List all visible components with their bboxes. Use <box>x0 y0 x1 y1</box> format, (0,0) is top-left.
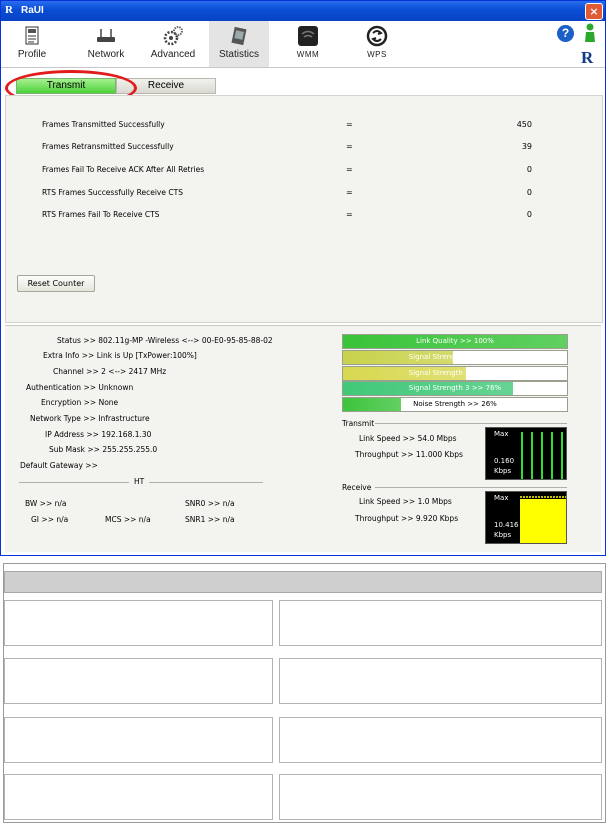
toolbar-network-button[interactable] <box>79 21 133 67</box>
toolbar-advanced-label: Advanced <box>150 49 196 60</box>
receive-throughput-graph <box>485 491 567 544</box>
divider <box>19 482 129 483</box>
transmit-throughput-graph <box>485 427 567 480</box>
table-cell <box>4 658 273 704</box>
graph-max-label: Max <box>494 430 509 438</box>
stat-equals: = <box>346 165 353 174</box>
stat-equals: = <box>346 120 353 129</box>
status-panel <box>5 325 601 552</box>
table-cell <box>4 774 273 820</box>
transmit-link-speed: Link Speed >> 54.0 Mbps <box>359 434 457 443</box>
link-quality-text: Link Quality >> 100% <box>416 337 494 345</box>
close-button[interactable]: × <box>585 3 603 20</box>
receive-throughput: Throughput >> 9.920 Kbps <box>355 514 459 523</box>
stat-label: RTS Frames Successfully Receive CTS <box>42 188 183 197</box>
noise-strength-bar <box>342 397 568 412</box>
stat-row <box>6 120 602 132</box>
signal-strength-3-text: Signal Strength 3 >> 76% <box>408 384 502 392</box>
help-icon[interactable]: ? <box>557 25 574 42</box>
stat-row <box>6 165 602 177</box>
ht-section-label: HT <box>134 477 145 486</box>
stat-equals: = <box>346 210 353 219</box>
transmit-section-label: Transmit <box>342 419 375 428</box>
stat-value: 0 <box>526 210 532 219</box>
reset-counter-button[interactable]: Reset Counter <box>17 275 95 292</box>
wmm-icon <box>297 25 319 47</box>
signal-strength-2-bar <box>342 366 568 381</box>
toolbar-statistics-button[interactable] <box>209 21 269 67</box>
window-title: RaUI <box>21 5 44 16</box>
toolbar-network-label: Network <box>87 49 125 60</box>
toolbar-advanced-button[interactable] <box>145 21 201 67</box>
signal-strength-3-bar <box>342 381 568 396</box>
stat-row <box>6 210 602 222</box>
toolbar-profile-label: Profile <box>17 49 47 60</box>
toolbar-wps-button[interactable] <box>355 21 399 67</box>
toolbar-profile-button[interactable] <box>7 21 57 67</box>
extra-info-text: Extra Info >> Link is Up [TxPower:100%] <box>43 351 197 360</box>
stat-value: 0 <box>526 188 532 197</box>
toolbar-wps-label: WPS <box>367 50 387 59</box>
link-quality-bar <box>342 334 568 349</box>
table-cell <box>279 658 602 704</box>
ip-address-text: IP Address >> 192.168.1.30 <box>45 430 152 439</box>
table-cell <box>279 774 602 820</box>
stat-value: 450 <box>516 120 532 129</box>
toolbar-statistics-label: Statistics <box>218 49 259 60</box>
encryption-text: Encryption >> None <box>41 398 119 407</box>
bw-text: BW >> n/a <box>25 499 67 508</box>
stat-label: Frames Fail To Receive ACK After All Retries <box>42 165 205 174</box>
graph-value: 0.160 Kbps <box>494 457 515 475</box>
table-header-row <box>4 571 602 593</box>
stat-value: 0 <box>526 165 532 174</box>
statistics-icon <box>228 25 250 47</box>
stat-label: Frames Transmitted Successfully <box>42 120 165 129</box>
noise-strength-text: Noise Strength >> 26% <box>413 400 497 408</box>
divider <box>149 482 263 483</box>
sub-mask-text: Sub Mask >> 255.255.255.0 <box>49 445 158 454</box>
signal-strength-1-bar <box>342 350 568 365</box>
snr0-text: SNR0 >> n/a <box>185 499 235 508</box>
wps-icon <box>366 25 388 47</box>
tab-receive[interactable]: Receive <box>116 78 216 94</box>
stat-row <box>6 188 602 200</box>
network-type-text: Network Type >> Infrastructure <box>30 414 150 423</box>
tab-transmit[interactable]: Transmit <box>16 78 116 94</box>
advanced-gears-icon <box>162 25 184 47</box>
title-bar[interactable] <box>1 1 605 21</box>
stat-label: Frames Retransmitted Successfully <box>42 142 174 151</box>
stat-label: RTS Frames Fail To Receive CTS <box>42 210 160 219</box>
default-gateway-text: Default Gateway >> <box>20 461 98 470</box>
table-cell <box>4 600 273 646</box>
toolbar-wmm-button[interactable] <box>285 21 331 67</box>
app-logo-icon: R <box>5 4 13 16</box>
stat-equals: = <box>346 142 353 151</box>
gi-text: GI >> n/a <box>31 515 69 524</box>
channel-text: Channel >> 2 <--> 2417 MHz <box>53 367 167 376</box>
brand-logo: R <box>581 48 594 67</box>
authentication-text: Authentication >> Unknown <box>26 383 134 392</box>
divider <box>375 423 567 424</box>
profile-icon <box>21 25 43 47</box>
toolbar <box>1 21 605 68</box>
stat-equals: = <box>346 188 353 197</box>
signal-strength-2-text: Signal Strength 2 >> 55% <box>408 369 502 377</box>
stat-row <box>6 142 602 154</box>
status-text: Status >> 802.11g-MP -Wireless <--> 00-E0-95-85-88-02 <box>57 336 273 345</box>
signal-strength-1-text: Signal Strength 1 >> 49% <box>408 353 502 361</box>
receive-section-label: Receive <box>342 483 372 492</box>
transmit-throughput: Throughput >> 11.000 Kbps <box>355 450 463 459</box>
table-cell <box>4 717 273 763</box>
toolbar-wmm-label: WMM <box>296 50 320 59</box>
user-status-icon[interactable] <box>584 23 596 43</box>
receive-link-speed: Link Speed >> 1.0 Mbps <box>359 497 452 506</box>
stat-value: 39 <box>521 142 532 151</box>
table-cell <box>279 600 602 646</box>
graph-max-label: Max <box>494 494 509 502</box>
graph-value: 10.416 Kbps <box>494 521 519 539</box>
snr1-text: SNR1 >> n/a <box>185 515 235 524</box>
divider <box>375 487 567 488</box>
network-icon <box>95 25 117 47</box>
table-cell <box>279 717 602 763</box>
mcs-text: MCS >> n/a <box>105 515 151 524</box>
